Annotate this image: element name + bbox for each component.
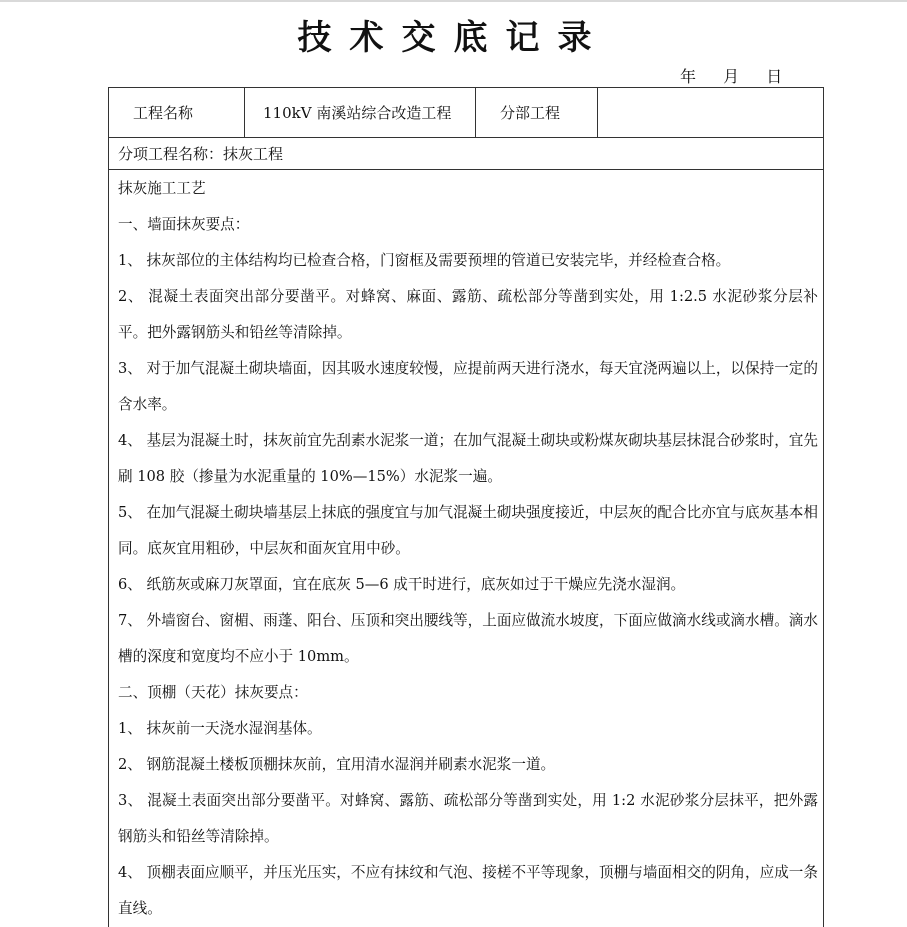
list-item: 3、 混凝土表面突出部分要凿平。对蜂窝、露筋、疏松部分等凿到实处，用 1:2 水泥砂浆分层抹平，把外露钢筋头和铅丝等清除掉。 bbox=[118, 792, 818, 845]
list-item: 4、 顶棚表面应顺平，并压光压实，不应有抹纹和气泡、接槎不平等现象，顶棚与墙面相交的阴角，应成一条直线。 bbox=[118, 864, 818, 917]
top-rule bbox=[0, 0, 907, 2]
project-info-row bbox=[109, 88, 823, 138]
division-label: 分部工程 bbox=[476, 88, 598, 137]
list-item: 3、 对于加气混凝土砌块墙面，因其吸水速度较慢，应提前两天进行浇水，每天宜浇两遍以上，以保持一定的含水率。 bbox=[118, 360, 818, 413]
date-day: 日 bbox=[766, 67, 785, 86]
division-value bbox=[598, 88, 823, 137]
disclosure-content bbox=[118, 171, 818, 927]
list-item: 4、 基层为混凝土时，抹灰前宜先刮素水泥浆一道；在加气混凝土砌块或粉煤灰砌块基层抹混合砂浆时，宜先刷 108 胶（掺量为水泥重量的 10%—15%）水泥浆一遍。 bbox=[118, 432, 818, 485]
record-table bbox=[108, 87, 824, 927]
section-2-title: 二、顶棚（天花）抹灰要点： bbox=[118, 684, 308, 701]
list-item: 5、 在加气混凝土砌块墙基层上抹底的强度宜与加气混凝土砌块强度接近，中层灰的配合比亦宜与底灰基本相同。底灰宜用粗砂，中层灰和面灰宜用中砂。 bbox=[118, 504, 818, 557]
date-line bbox=[680, 64, 802, 87]
list-item: 7、 外墙窗台、窗楣、雨蓬、阳台、压顶和突出腰线等，上面应做流水坡度，下面应做滴水线或滴水槽。滴水槽的深度和宽度均不应小于 10mm。 bbox=[118, 612, 818, 665]
date-month: 月 bbox=[723, 67, 742, 86]
section-1-title: 一、墙面抹灰要点： bbox=[118, 216, 250, 233]
project-name-label: 工程名称 bbox=[109, 88, 245, 137]
date-year: 年 bbox=[680, 67, 699, 86]
content-heading: 抹灰施工工艺 bbox=[118, 180, 206, 197]
list-item: 6、 纸筋灰或麻刀灰罩面，宜在底灰 5—6 成干时进行，底灰如过于干燥应先浇水湿润。 bbox=[118, 576, 686, 593]
document-title: 技术交底记录 bbox=[297, 18, 610, 58]
project-name-value: 110kV 南溪站综合改造工程 bbox=[245, 88, 476, 137]
subitem-row: 分项工程名称：抹灰工程 bbox=[109, 137, 823, 170]
list-item: 2、 混凝土表面突出部分要凿平。对蜂窝、麻面、露筋、疏松部分等凿到实处，用 1:2.5 水泥砂浆分层补平。把外露钢筋头和铅丝等清除掉。 bbox=[118, 288, 818, 341]
list-item: 1、 抹灰部位的主体结构均已检查合格，门窗框及需要预埋的管道已安装完毕，并经检查合格。 bbox=[118, 252, 731, 269]
list-item: 1、 抹灰前一天浇水湿润基体。 bbox=[118, 720, 322, 737]
list-item: 2、 钢筋混凝土楼板顶棚抹灰前，宜用清水湿润并刷素水泥浆一道。 bbox=[118, 756, 556, 773]
